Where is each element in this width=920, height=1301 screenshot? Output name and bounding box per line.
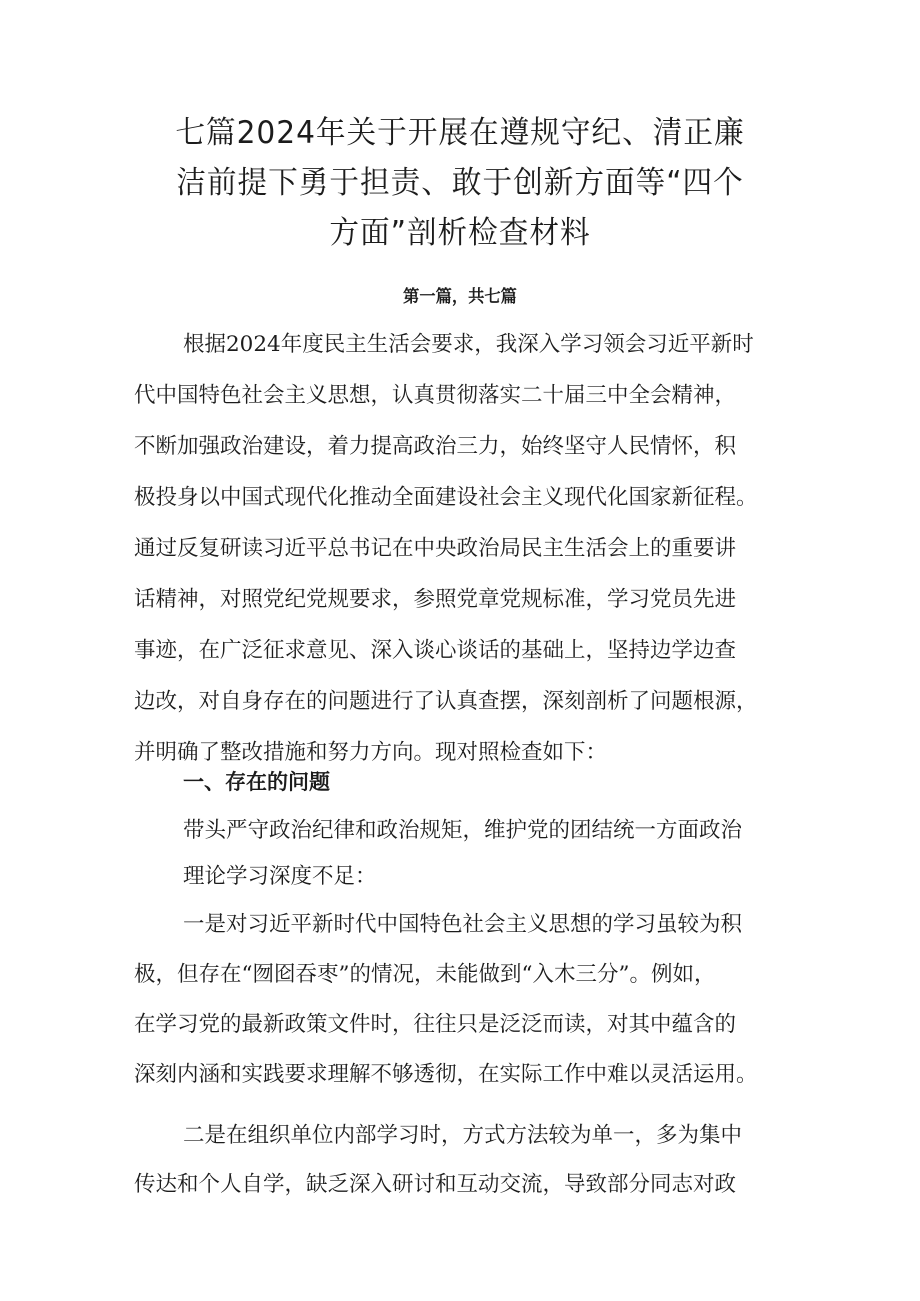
paragraph-line: 一是对习近平新时代中国特色社会主义思想的学习虽较为积 xyxy=(183,912,743,937)
intro-paragraph-line: 通过反复研读习近平总书记在中央政治局民主生活会上的重要讲 xyxy=(134,536,737,561)
intro-paragraph-line: 极投身以中国式现代化推动全面建设社会主义现代化国家新征程。 xyxy=(134,485,758,510)
paragraph-line: 极，但存在“囫囵吞枣”的情况，未能做到“入木三分”。例如， xyxy=(134,962,716,987)
intro-paragraph-line: 代中国特色社会主义思想，认真贯彻落实二十届三中全会精神， xyxy=(134,383,737,408)
paragraph-line: 在学习党的最新政策文件时，往往只是泛泛而读，对其中蕴含的 xyxy=(134,1012,737,1037)
intro-paragraph-line: 事迹，在广泛征求意见、深入谈心谈话的基础上，坚持边学边查 xyxy=(134,638,737,663)
intro-paragraph-line: 根据2024年度民主生活会要求，我深入学习领会习近平新时 xyxy=(183,332,754,357)
document-title-line-2: 洁前提下勇于担责、敢于创新方面等“四个 xyxy=(176,165,744,201)
intro-paragraph-line: 边改，对自身存在的问题进行了认真查摆，深刻剖析了问题根源， xyxy=(134,689,758,714)
section-heading: 一、存在的问题 xyxy=(183,770,330,794)
document-title-line-1: 七篇2024年关于开展在遵规守纪、清正廉 xyxy=(175,115,745,151)
document-title-line-3: 方面”剖析检查材料 xyxy=(329,215,591,251)
intro-paragraph-line: 话精神，对照党纪党规要求，参照党章党规标准，学习党员先进 xyxy=(134,587,737,612)
section-subheading-line: 理论学习深度不足： xyxy=(183,864,377,889)
paragraph-line: 传达和个人自学，缺乏深入研讨和互动交流，导致部分同志对政 xyxy=(134,1172,737,1197)
intro-paragraph-line: 并明确了整改措施和努力方向。现对照检查如下： xyxy=(134,740,608,765)
intro-paragraph-line: 不断加强政治建设，着力提高政治三力，始终坚守人民情怀，积 xyxy=(134,434,737,459)
section-subheading-line: 带头严守政治纪律和政治规矩，维护党的团结统一方面政治 xyxy=(183,818,743,843)
document-subtitle: 第一篇，共七篇 xyxy=(403,287,517,307)
paragraph-line: 深刻内涵和实践要求理解不够透彻，在实际工作中难以灵活运用。 xyxy=(134,1062,758,1087)
paragraph-line: 二是在组织单位内部学习时，方式方法较为单一，多为集中 xyxy=(183,1123,743,1148)
